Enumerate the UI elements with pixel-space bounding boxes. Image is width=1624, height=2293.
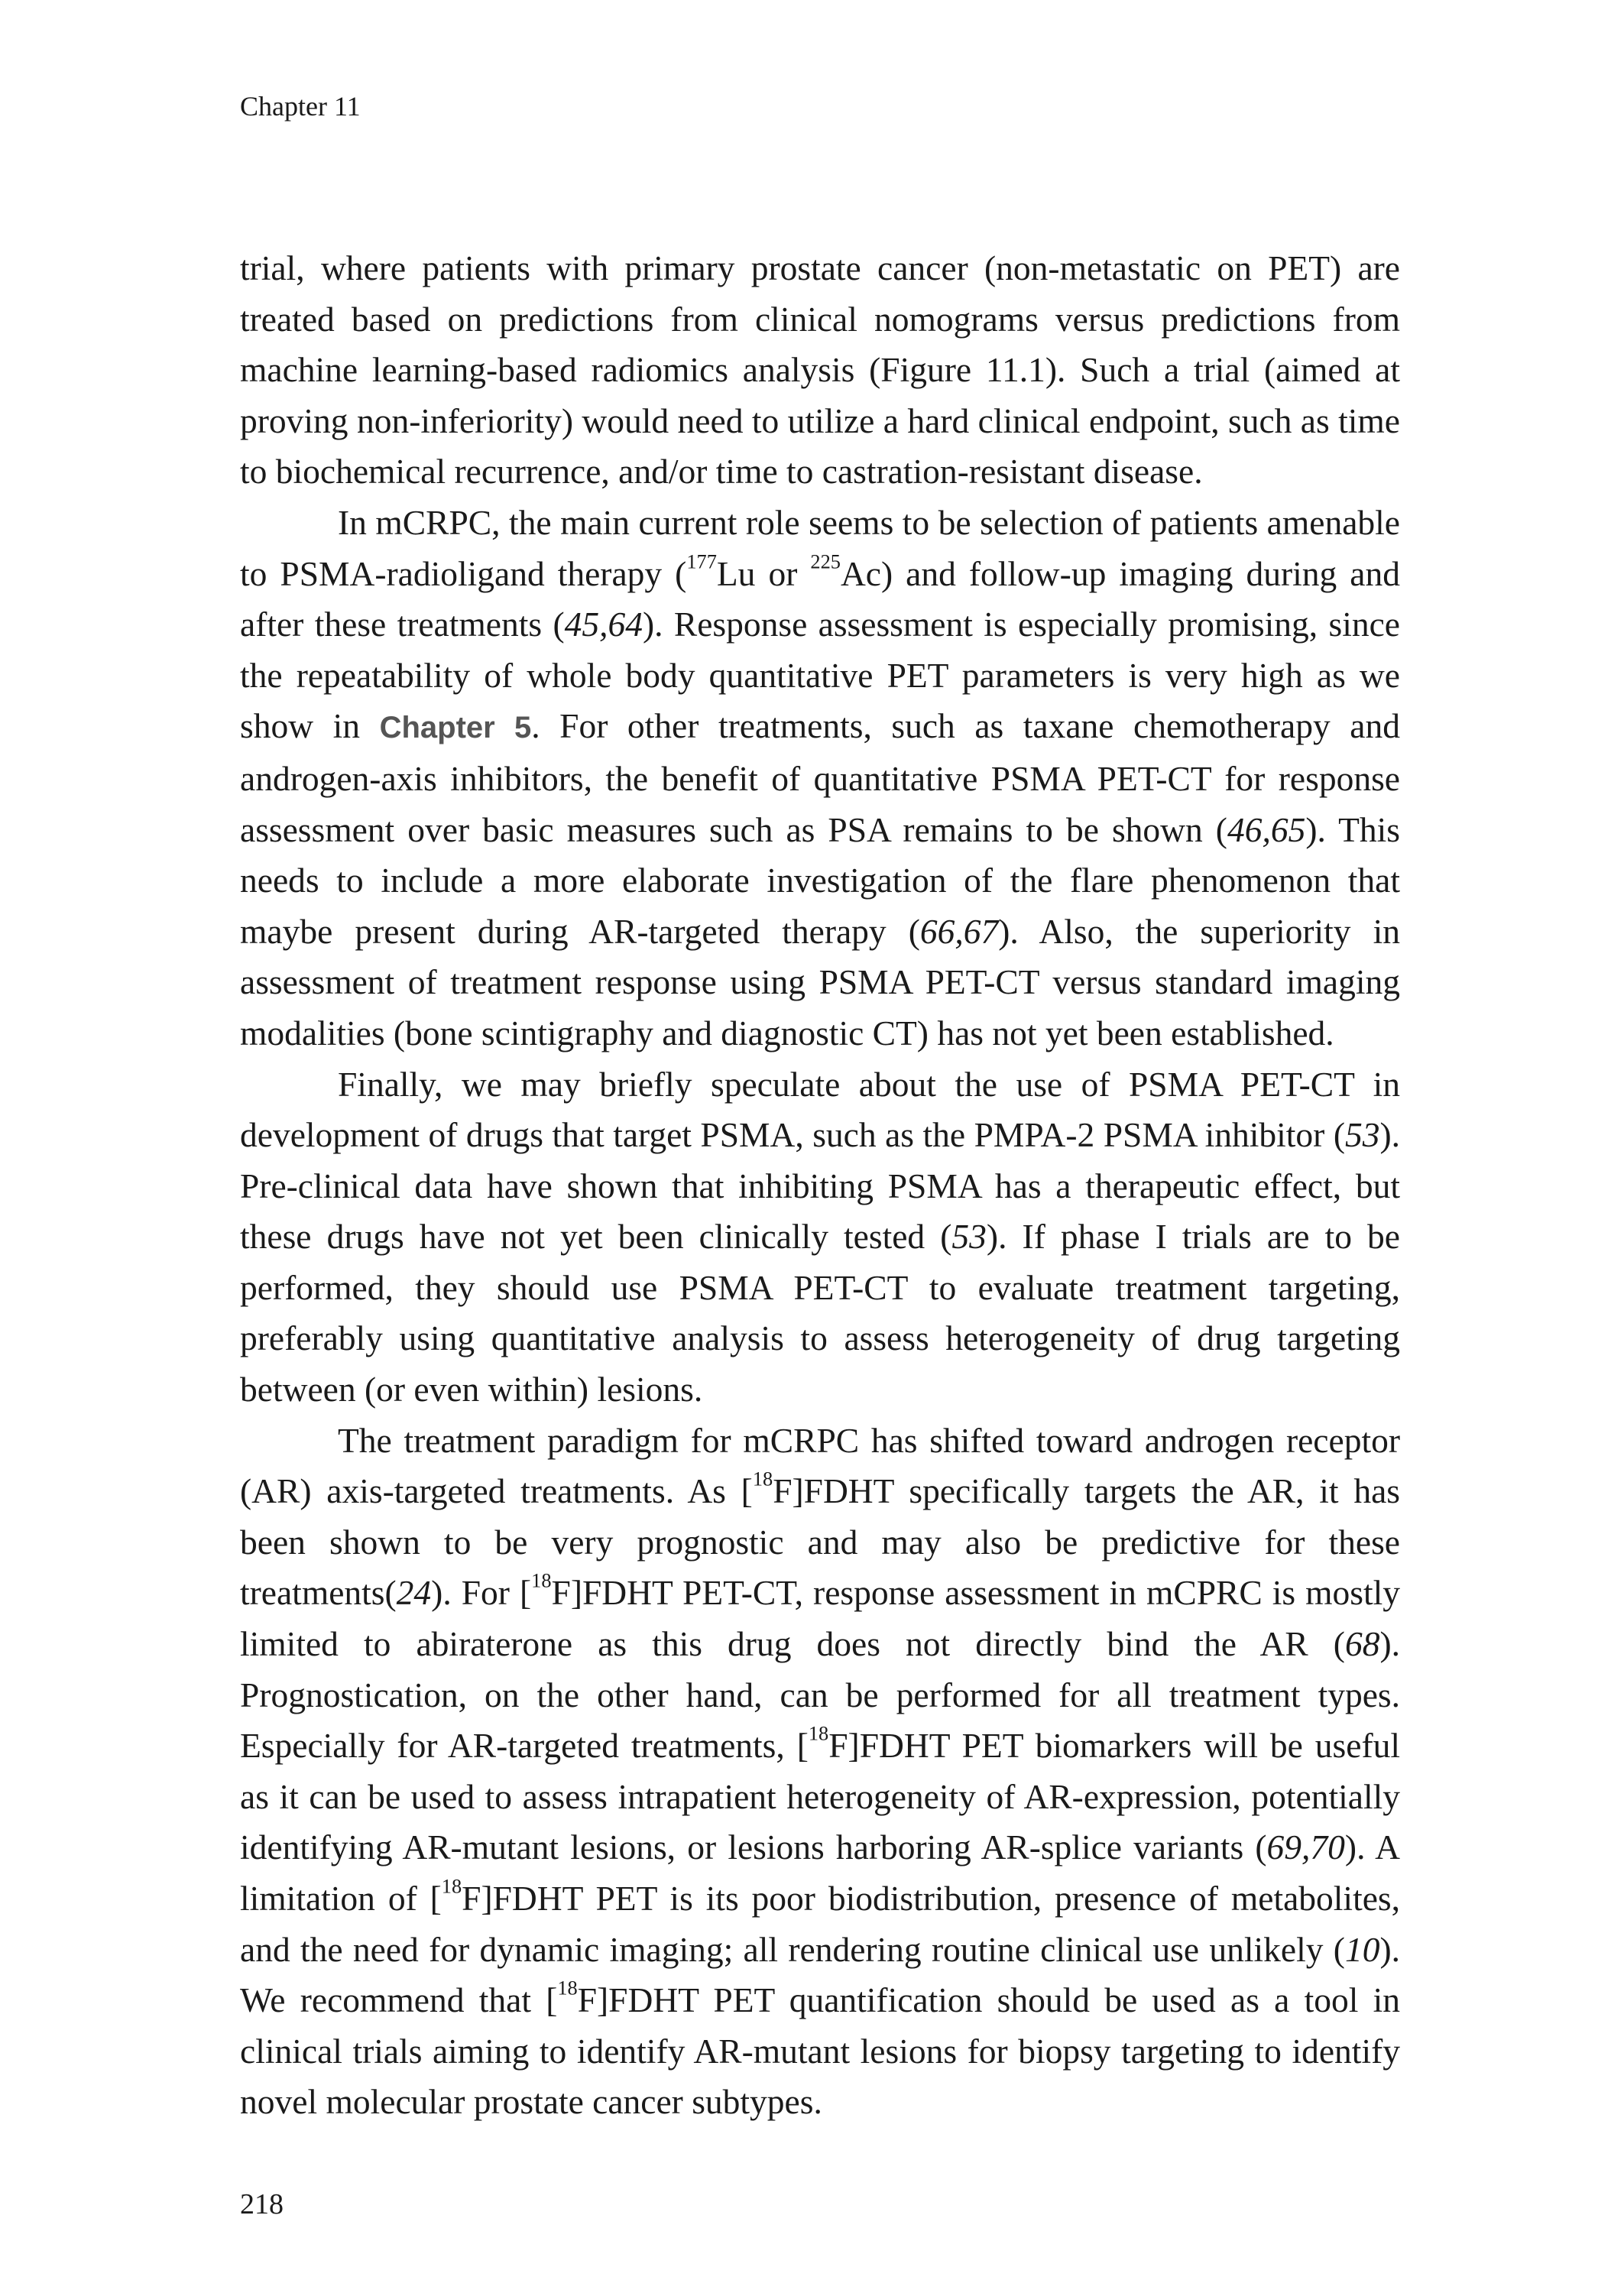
citation: 66,67 <box>919 911 999 951</box>
paragraph: trial, where patients with primary prostate cancer (non-metastatic on PET) are treated based on predictions from clinical nomograms versus predictions from machine learning-based radiomics analysis (Figure 11.1). Such a trial (aimed at proving non-inferiority) would need to utilize a hard clinical endpoint, such as time to biochemical recurrence, and/or time to castration-resistant disease. <box>240 248 1400 491</box>
paragraph: The treatment paradigm for mCRPC has shifted toward androgen receptor (AR) axis-targeted treatments. As [$^{18}$F]FDHT specifically targets the AR, it has been shown to be very prognostic and may also be predictive for these treatments(24). For [$^{18}$F]FDHT PET-CT, response assessment in mCPRC is mostly limited to abiraterone as this drug does not directly bind the AR (68). Prognostication, on the other hand, can be performed for all treatment types. Especially for AR-targeted treatments, [$^{18}$F]FDHT PET biomarkers will be useful as it can be used to assess intrapatient heterogeneity of AR-expression, potentially identifying AR-mutant lesions, or lesions harboring AR-splice variants (69,70). A limitation of [$^{18}$F]FDHT PET is its poor biodistribution, presence of metabolites, and the need for dynamic imaging; all rendering routine clinical use unlikely (10). We recommend that [$^{18}$F]FDHT PET quantification should be used as a tool in clinical trials aiming to identify AR-mutant lesions for biopsy targeting to identify novel molecular prostate cancer subtypes. <box>240 1420 1401 2122</box>
paragraph: In mCRPC, the main current role seems to be selection of patients amenable to PSMA-radioligand therapy ($^{177}$Lu or $^{225}$Ac) and follow-up imaging during and after these treatments (45,64). Response assessment is especially promising, since the repeatability of whole body quantitative PET parameters is very high as we show in Chapter 5. For other treatments, such as taxane chemotherapy and androgen-axis inhibitors, the benefit of quantitative PSMA PET-CT for response assessment over basic measures such as PSA remains to be shown (46,65). This needs to include a more elaborate investigation of the flare phenomenon that maybe present during AR-targeted therapy (66,67). Also, the superiority in assessment of treatment response using PSMA PET-CT versus standard imaging modalities (bone scintigraphy and diagnostic CT) has not yet been established. <box>240 502 1400 1052</box>
running-header-chapter: Chapter 11 <box>240 91 361 122</box>
page-number: 218 <box>240 2188 284 2220</box>
citation: 46,65 <box>1227 809 1306 849</box>
citation: 68 <box>1344 1624 1380 1664</box>
citation: 53 <box>1344 1115 1380 1155</box>
superscript: 18 <box>441 1874 462 1898</box>
superscript: 18 <box>808 1721 829 1745</box>
superscript: 225 <box>810 550 841 573</box>
paragraph: Finally, we may briefly speculate about the use of PSMA PET-CT in development of drugs that target PSMA, such as the PMPA-2 PSMA inhibitor (53). Pre-clinical data have shown that inhibiting PSMA has a therapeutic effect, but these drugs have not yet been clinically tested (53). If phase I trials are to be performed, they should use PSMA PET-CT to evaluate treatment targeting, preferably using quantitative analysis to assess heterogeneity of drug targeting between (or even within) lesions. <box>240 1064 1400 1409</box>
citation: 53 <box>951 1217 987 1257</box>
body-text <box>240 243 1400 2128</box>
superscript: 18 <box>752 1467 773 1490</box>
citation: 10 <box>1344 1929 1380 1969</box>
superscript: 177 <box>686 550 717 573</box>
citation: 24 <box>396 1573 432 1613</box>
chapter-reference: Chapter 5 <box>379 711 532 745</box>
citation: 45,64 <box>564 605 643 644</box>
superscript: 18 <box>531 1569 552 1593</box>
superscript: 18 <box>557 1976 578 1999</box>
citation: 69,70 <box>1266 1828 1345 1867</box>
